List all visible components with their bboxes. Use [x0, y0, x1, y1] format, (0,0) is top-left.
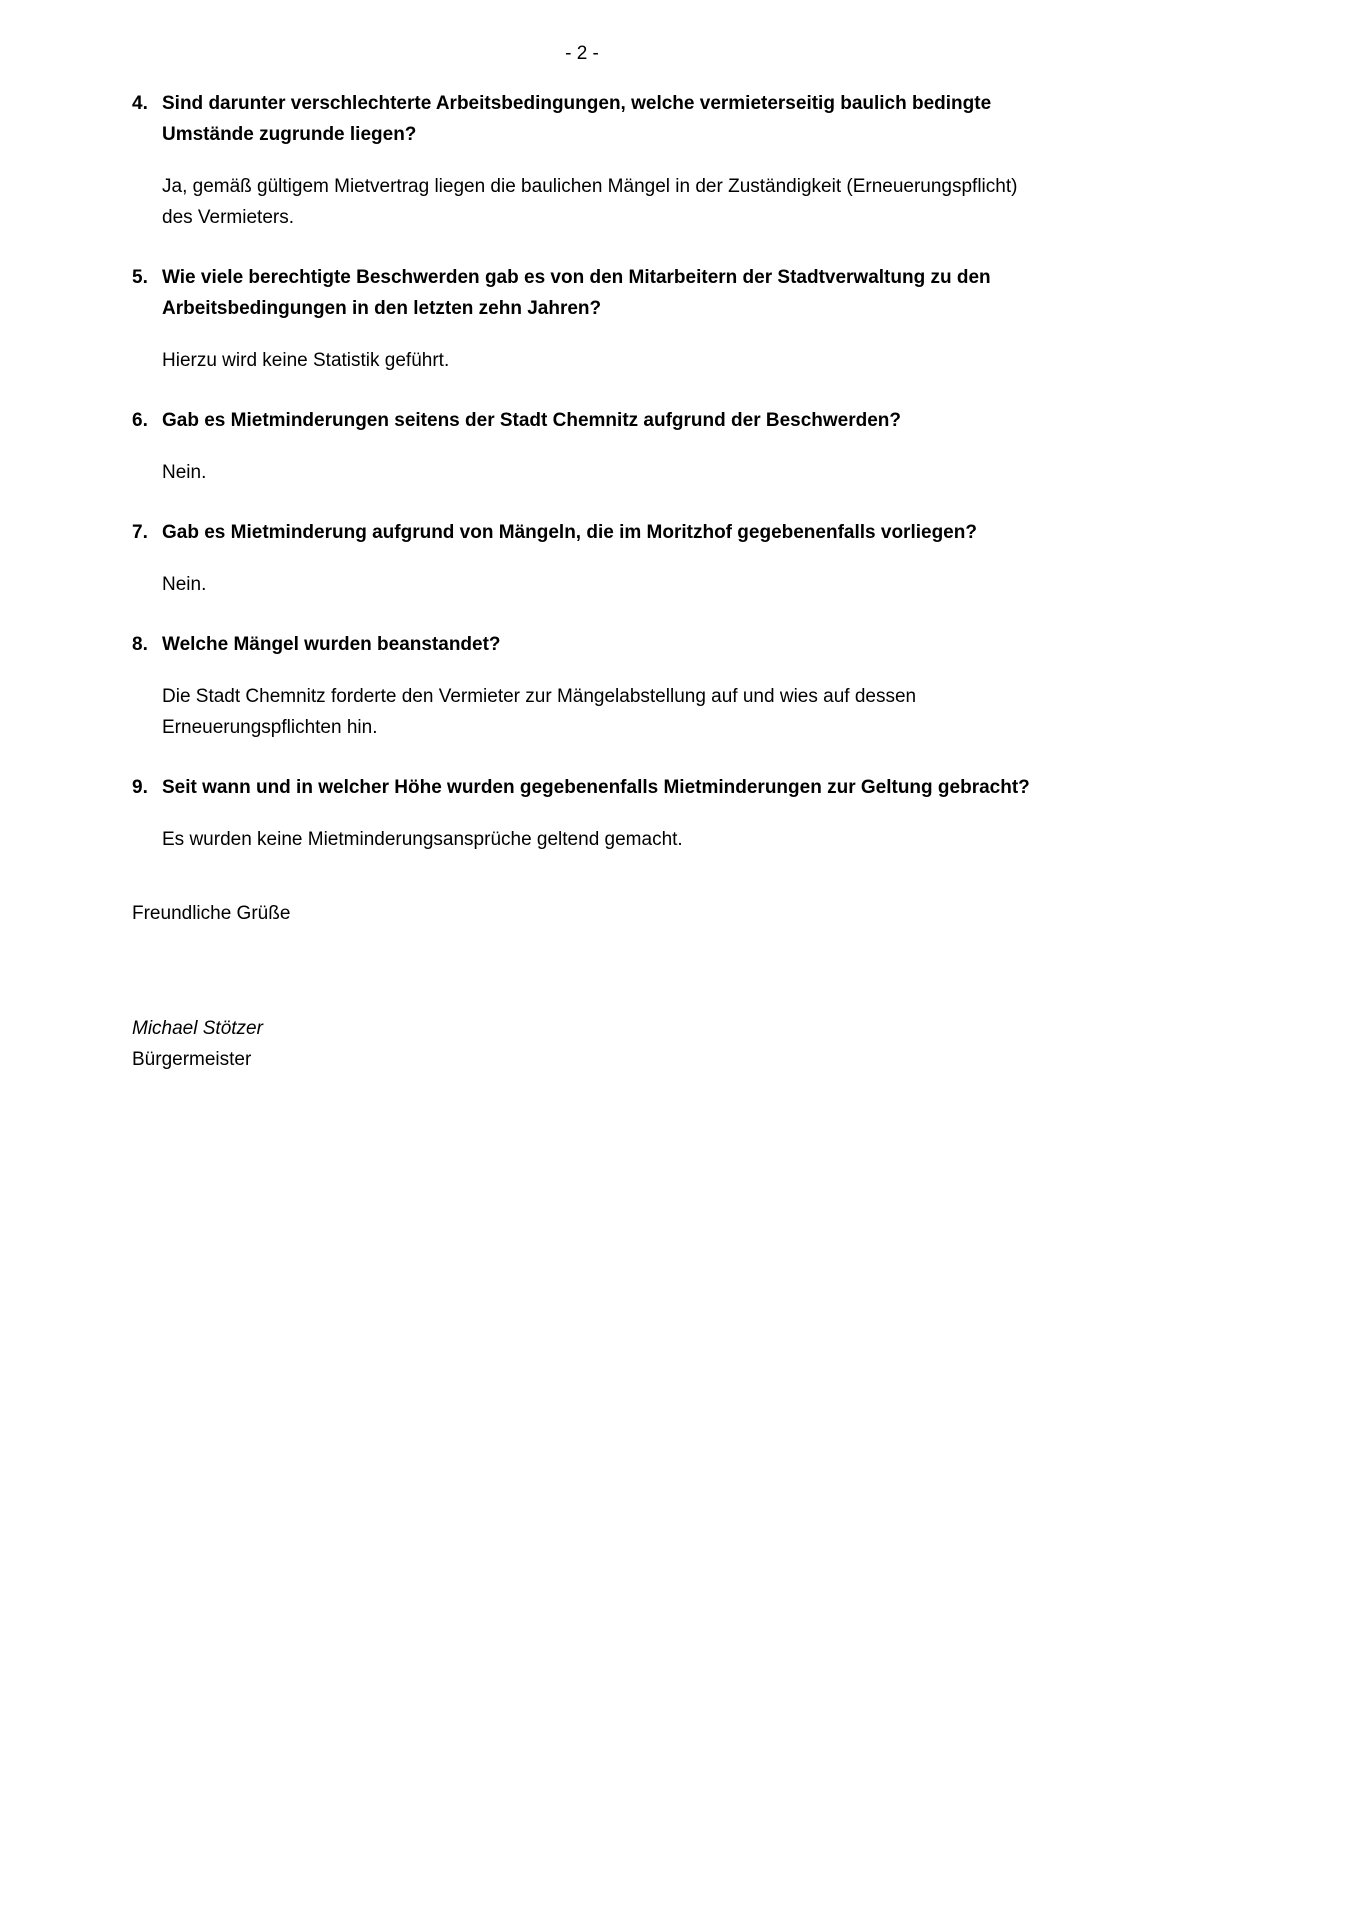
question-text: Wie viele berechtigte Beschwerden gab es von den Mitarbeitern der Stadtverwaltung zu den Arbeitsbedingungen in den letzten zehn Jahren? — [162, 267, 991, 319]
signer-title: Bürgermeister — [132, 1049, 252, 1070]
qa-body — [162, 88, 1042, 233]
answer-text: Ja, gemäß gültigem Mietvertrag liegen die baulichen Mängel in der Zuständigkeit (Erneuerungspflicht) des Vermieters. — [162, 176, 1018, 228]
qa-item-9 — [132, 772, 1044, 855]
question-text: Sind darunter verschlechterte Arbeitsbedingungen, welche vermieterseitig baulich bedingte Umstände zugrunde liegen? — [162, 93, 992, 145]
qa-body — [162, 629, 1042, 743]
qa-body — [162, 262, 1042, 376]
qa-body — [162, 772, 1042, 855]
signer-name: Michael Stötzer — [132, 1018, 263, 1039]
question-text: Welche Mängel wurden beanstandet? — [162, 634, 501, 655]
answer-text: Die Stadt Chemnitz forderte den Vermieter zur Mängelabstellung auf und wies auf dessen Erneuerungspflichten hin. — [162, 686, 917, 738]
qa-item-6 — [132, 405, 1044, 488]
question-text: Gab es Mietminderung aufgrund von Mängeln, die im Moritzhof gegebenenfalls vorliegen? — [162, 522, 977, 543]
page-number: - 2 - — [565, 43, 599, 64]
question-number: 6. — [132, 410, 148, 431]
document-content — [132, 88, 1044, 1075]
qa-body — [162, 405, 1042, 488]
question-text: Gab es Mietminderungen seitens der Stadt Chemnitz aufgrund der Beschwerden? — [162, 410, 902, 431]
question-number: 8. — [132, 634, 148, 655]
answer-text: Hierzu wird keine Statistik geführt. — [162, 350, 450, 371]
question-number: 5. — [132, 267, 148, 288]
qa-body — [162, 517, 1042, 600]
qa-item-8 — [132, 629, 1044, 743]
answer-text: Es wurden keine Mietminderungsansprüche geltend gemacht. — [162, 829, 683, 850]
qa-item-7 — [132, 517, 1044, 600]
closing-salutation: Freundliche Grüße — [132, 903, 291, 924]
answer-text: Nein. — [162, 462, 207, 483]
question-number: 7. — [132, 522, 148, 543]
qa-item-4 — [132, 88, 1044, 233]
question-number: 4. — [132, 93, 148, 114]
qa-item-5 — [132, 262, 1044, 376]
question-text: Seit wann und in welcher Höhe wurden gegebenenfalls Mietminderungen zur Geltung gebracht? — [162, 777, 1030, 798]
question-number: 9. — [132, 777, 148, 798]
signature-block — [132, 1013, 1044, 1075]
answer-text: Nein. — [162, 574, 207, 595]
